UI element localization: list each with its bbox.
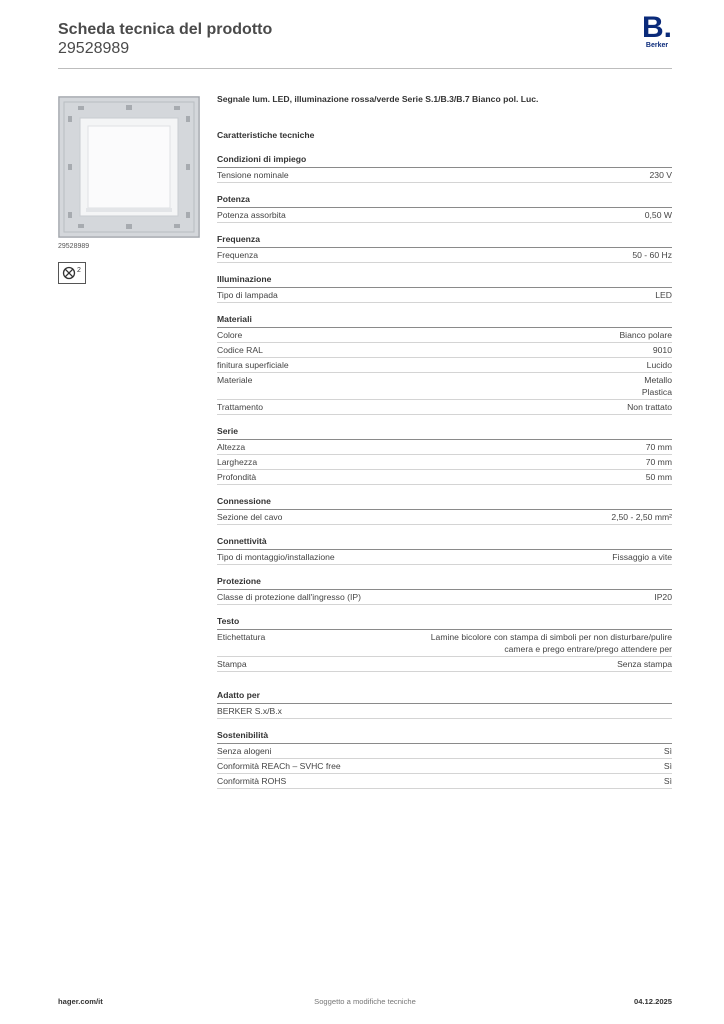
spec-row (217, 400, 672, 415)
spec-value (263, 344, 672, 356)
spec-value (257, 456, 672, 468)
spec-value-line: camera e prego entrare/prego attendere per (504, 644, 672, 654)
spec-section (217, 153, 672, 183)
spec-value (247, 658, 672, 670)
spec-value (271, 745, 672, 757)
header-divider (58, 68, 672, 69)
svg-text:2: 2 (77, 267, 81, 274)
section-title: Protezione (217, 575, 672, 590)
spec-row (217, 358, 672, 373)
spec-label: Larghezza (217, 457, 258, 467)
spec-label: Classe di protezione dall'ingresso (IP) (217, 592, 361, 602)
spec-label: Sezione del cavo (217, 512, 283, 522)
product-name: Segnale lum. LED, illuminazione rossa/verde Serie S.1/B.3/B.7 Bianco pol. Luc. (217, 94, 539, 104)
section-title: Materiali (217, 313, 672, 328)
spec-label: Tipo di lampada (217, 290, 278, 300)
spec-label: Profondità (217, 472, 257, 482)
spec-label: Conformità ROHS (217, 776, 287, 786)
spec-value (265, 631, 672, 655)
section-title: Sostenibilità (217, 729, 672, 744)
spec-row (217, 343, 672, 358)
section-title: Condizioni di impiego (217, 153, 672, 168)
product-image (58, 96, 200, 238)
spec-value-line: Lucido (646, 360, 672, 370)
spec-content (217, 92, 672, 799)
spec-value-line: Sì (663, 761, 672, 771)
spec-row (217, 440, 672, 455)
spec-value (263, 401, 672, 413)
characteristics-title: Caratteristiche tecniche (217, 130, 315, 140)
spec-label: BERKER S.x/B.x (217, 706, 282, 716)
spec-section (217, 575, 672, 605)
spec-value-line: 0,50 W (644, 210, 672, 220)
spec-row (217, 328, 672, 343)
spec-value-line: IP20 (654, 592, 672, 602)
section-title: Testo (217, 615, 672, 630)
spec-value (286, 209, 672, 221)
spec-label: Potenza assorbita (217, 210, 286, 220)
spec-value-line: Fissaggio a vite (612, 552, 672, 562)
spec-row (217, 248, 672, 263)
spec-value-line: Sì (663, 776, 672, 786)
page-header (58, 20, 272, 58)
spec-label: Altezza (217, 442, 246, 452)
spec-label: Etichettatura (217, 632, 266, 642)
spec-value (282, 511, 672, 523)
spec-row (217, 168, 672, 183)
spec-section (217, 313, 672, 415)
spec-row (217, 657, 672, 672)
spec-row (217, 288, 672, 303)
spec-value-line: 9010 (652, 345, 672, 355)
spec-value (286, 775, 672, 787)
spec-value-line: Bianco polare (619, 330, 672, 340)
spec-section (217, 233, 672, 263)
spec-label: Conformità REACh – SVHC free (217, 761, 341, 771)
spec-value (242, 329, 672, 341)
spec-value-line: 70 mm (645, 457, 672, 467)
footer-disclaimer: Soggetto a modifiche tecniche (314, 997, 416, 1006)
spec-row (217, 550, 672, 565)
spec-section (217, 273, 672, 303)
spec-section (217, 615, 672, 672)
spec-value (341, 760, 672, 772)
spec-value-line: Metallo (644, 375, 672, 385)
spec-value-line: 230 V (649, 170, 672, 180)
logo-letter: B (641, 11, 664, 44)
spec-row (217, 759, 672, 774)
spec-value (282, 705, 672, 717)
spec-value-line: Plastica (641, 387, 672, 397)
spec-row (217, 590, 672, 605)
spec-value-line: Non trattato (627, 402, 672, 412)
spec-value-line: 70 mm (645, 442, 672, 452)
spec-value (256, 471, 672, 483)
section-title: Connessione (217, 495, 672, 510)
footer-date: 04.12.2025 (633, 997, 672, 1006)
spec-label: Tipo di montaggio/installazione (217, 552, 335, 562)
spec-value (258, 249, 672, 261)
spec-value (278, 289, 672, 301)
spec-row (217, 630, 672, 657)
spec-row (217, 208, 672, 223)
logo-text: Berker (645, 42, 669, 49)
logo-dot: . (663, 11, 672, 44)
spec-section (217, 495, 672, 525)
spec-row (217, 774, 672, 789)
section-title: Illuminazione (217, 273, 672, 288)
spec-value (289, 169, 672, 181)
spec-label: Frequenza (217, 250, 259, 260)
spec-value (289, 359, 672, 371)
spec-label: Trattamento (217, 402, 264, 412)
spec-section (217, 689, 672, 719)
spec-value-line: Sì (663, 746, 672, 756)
spec-value-line: LED (655, 290, 672, 300)
spec-label: finitura superficiale (217, 360, 289, 370)
spec-value (361, 591, 672, 603)
spec-label: Stampa (217, 659, 247, 669)
spec-value-line: Senza stampa (617, 659, 672, 669)
spec-row (217, 744, 672, 759)
spec-row (217, 373, 672, 400)
section-title: Adatto per (217, 689, 672, 704)
spec-label: Senza alogeni (217, 746, 272, 756)
spec-sections (217, 153, 672, 789)
spec-value (245, 441, 672, 453)
spec-label: Tensione nominale (217, 170, 289, 180)
spec-row (217, 470, 672, 485)
berker-logo (640, 11, 674, 50)
image-caption: 29528989 (58, 243, 90, 250)
section-title: Connettività (217, 535, 672, 550)
footer-website: hager.com/it (58, 997, 103, 1006)
product-code: 29528989 (58, 40, 130, 57)
spec-value-line: 50 - 60 Hz (632, 250, 672, 260)
lamp-class-icon (58, 262, 86, 284)
section-title: Potenza (217, 193, 672, 208)
spec-row (217, 455, 672, 470)
spec-row (217, 510, 672, 525)
spec-value (252, 374, 672, 398)
spec-value-line: 50 mm (645, 472, 672, 482)
spec-row (217, 704, 672, 719)
spec-value (335, 551, 672, 563)
spec-label: Colore (217, 330, 243, 340)
spec-value-line: 2,50 - 2,50 mm² (611, 512, 672, 522)
spec-section (217, 193, 672, 223)
page-title: Scheda tecnica del prodotto (58, 21, 273, 38)
section-title: Serie (217, 425, 672, 440)
spec-section (217, 535, 672, 565)
spec-section (217, 729, 672, 789)
spec-section (217, 425, 672, 485)
spec-label: Codice RAL (217, 345, 263, 355)
spec-value-line: Lamine bicolore con stampa di simboli per non disturbare/pulire (430, 632, 672, 642)
spec-label: Materiale (217, 375, 253, 385)
section-title: Frequenza (217, 233, 672, 248)
